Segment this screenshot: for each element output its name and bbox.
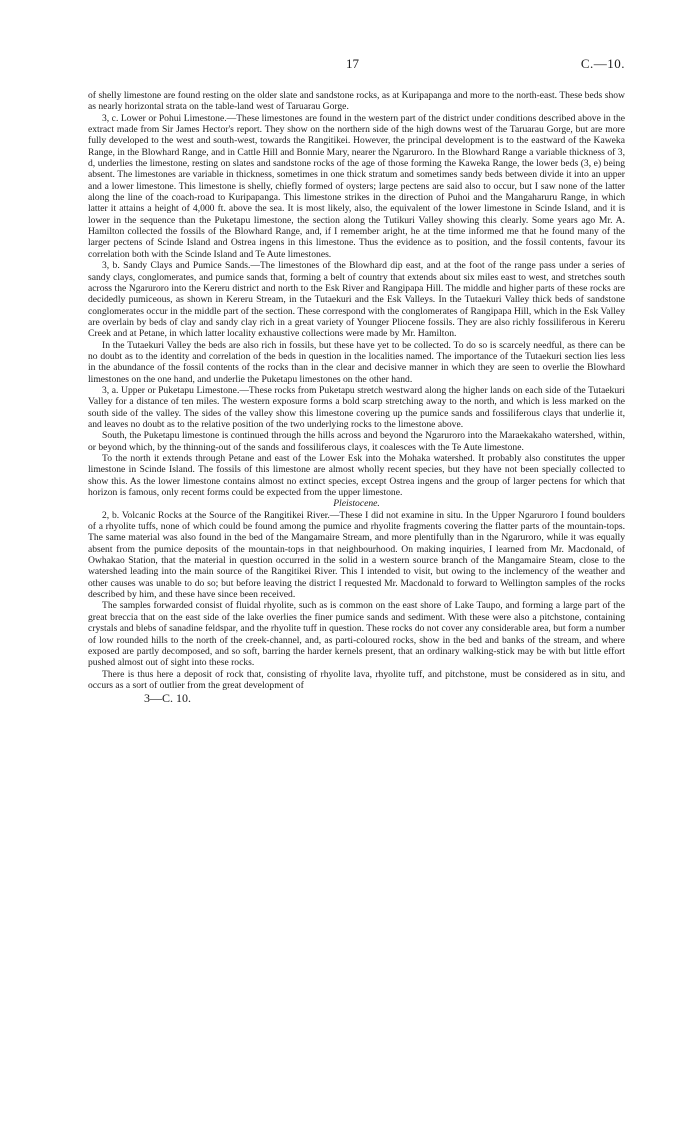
paragraph: To the north it extends through Petane and east of the Lower Esk into the Mohaka watershed. It probably also constitutes the upper limestone in Scinde Island. The fossils of this limestone are almost wholly recent species, but they have not been specially collected to show this. As the lower limestone contains almost no extinct species, except Ostrea ingens and the group of larger pectens for which that horizon is famous, only recent forms could be expected from the upper limestone. bbox=[88, 453, 625, 499]
paragraph: There is thus here a deposit of rock that, consisting of rhyolite lava, rhyolite tuff, and pitchstone, must be considered as in situ, and occurs as a sort of outlier from the great development of bbox=[88, 668, 625, 691]
paragraph: 3, c. Lower or Pohui Limestone.—These limestones are found in the western part of the district under conditions described above in the extract made from Sir James Hector's report. They show on the northern side of the high downs west of the Taruarau Gorge, but are more fully developed to the west and south-west, towards the Rangitikei. However, the principal development is to the eastward of the Kaweka Range, in the Blowhard Range, and in Cattle Hill and Bonnie Mary, nearer the Ngaruroro. In the Blowhard Range a variable thickness of 3, d, underlies the limestone, resting on slates and sandstone rocks of the age of those forming the Kaweka Range, the lower beds (3, e) being absent. The limestones are variable in thickness, sometimes in one thick stratum and sometimes sandy beds between divide it into an upper and a lower limestone. This limestone is shelly, chiefly formed of oysters; large pectens are said also to occur, but I saw none of the latter along the line of the coach-road to Kuripapanga. This limestone strikes in the direction of Puhoi and the Mangaharuru Range, in which latter it attains a height of 4,000 ft. above the sea. It is most likely, also, the equivalent of the lower limestone in Scinde Island, and it is lower in the sequence than the Puketapu limestone, the section along the Tutikuri Valley showing this clearly. Some years ago Mr. A. Hamilton collected the fossils of the Blowhard Range, and, if I remember aright, he at the time informed me that he found many of the larger pectens of Scinde Island and Ostrea ingens in this limestone. Thus the evidence as to position, and the fossil contents, favour its correlation both with the Scinde Island and Te Aute limestones. bbox=[88, 112, 625, 260]
signature-mark: 3—C. 10. bbox=[144, 691, 192, 706]
paragraph: of shelly limestone are found resting on the older slate and sandstone rocks, as at Kuripapanga and more to the north-east. These beds show as nearly horizontal strata on the table-land west of Taruarau Gorge. bbox=[88, 90, 625, 113]
page-header bbox=[88, 58, 625, 90]
section-heading: Pleistocene. bbox=[333, 498, 380, 510]
document-page bbox=[88, 58, 625, 705]
paragraph: 2, b. Volcanic Rocks at the Source of the Rangitikei River.—These I did not examine in situ. In the Upper Ngaruroro I found boulders of a rhyolite tuffs, none of which could be found among the pumice and rhyolite fragments covering the flatter parts of the mountain-tops. The same material was also found in the bed of the Mangamaire Stream, and more plentifully than in the Ngaruroro, while it was equally absent from the pumice deposits of the mountain-tops in that neighbourhood. On making inquiries, I learned from Mr. Macdonald, of Owhakao Station, that the material in question occurred in the solid in a western source branch of the Mangamaire Steam, close to the watershed leading into the main source of the Rangitikei River. This I intended to visit, but owing to the inclemency of the weather and other causes was unable to do so; but before leaving the district I requested Mr. Macdonald to forward to Wellington samples of the rocks described by him, and these have since been received. bbox=[88, 509, 625, 601]
document-code: C.—10. bbox=[580, 56, 625, 71]
paragraph: 3, a. Upper or Puketapu Limestone.—These rocks from Puketapu stretch westward along the higher lands on each side of the Tutaekuri Valley for a distance of ten miles. The western exposure forms a bold scarp stretching away to the north, and which is less marked on the south side of the valley. The sides of the valley show this limestone covering up the pumice sands and fossiliferous clays that underlie it, and leaves no doubt as to the relative position of the two underlying rocks to the limestone above. bbox=[88, 384, 625, 430]
paragraph: 3, b. Sandy Clays and Pumice Sands.—The limestones of the Blowhard dip east, and at the foot of the range pass under a series of sandy clays, conglomerates, and pumice sands that, forming a belt of country that extends about six miles east to west, and stretches south across the Ngaruroro into the Kereru district and north to the Esk River and Rangipapa Hill. The middle and higher parts of these rocks are decidedly pumiceous, as shown in Kereru Stream, in the Tutaekuri and the Esk Valleys. In the Tutaekuri Valley thick beds of sandstone conglomerates occur in the middle part of the section. These correspond with the conglomerates of Rangipapa Hill, which in the Esk Valley are overlain by beds of clay and sandy clay rich in a great variety of Younger Pliocene fossils. They are also richly fossiliferous in Kereru Creek and at Petane, in which latter locality exhaustive collections were made by Mr. Hamilton. bbox=[88, 260, 625, 340]
paragraph: South, the Puketapu limestone is continued through the hills across and beyond the Ngaruroro into the Maraekakaho watershed, within, or beyond which, by the thinning-out of the sands and fossiliferous clays, it coalesces with the Te Aute limestone. bbox=[88, 430, 625, 453]
paragraph: The samples forwarded consist of fluidal rhyolite, such as is common on the east shore of Lake Taupo, and forming a large part of the great breccia that on the east side of the lake overlies the finer pumice sands and sediment. With these were also a pitchstone, containing crystals and blebs of sanadine feldspar, and the rhyolite tuff in question. These rocks do not cover any considerable area, but form a number of low rounded hills to the north of the creek-channel, and, as parti-coloured rocks, show in the bed and banks of the stream, and where exposed are partly decomposed, and so soft, barring the harder kernels present, that an ordinary walking-stick may be with but little effort pushed almost out of sight into these rocks. bbox=[88, 600, 625, 669]
paragraph: In the Tutaekuri Valley the beds are also rich in fossils, but these have yet to be collected. To do so is scarcely needful, as there can be no doubt as to the identity and correlation of the beds in question in the localities named. The importance of the Tutaekuri section lies less in the abundance of the fossil contents of the rocks than in the clear and decisive manner in which they are seen to overlie the Blowhard limestones on the one hand, and underlie the Puketapu limestones on the other hand. bbox=[88, 339, 625, 385]
page-number: 17 bbox=[346, 56, 359, 71]
